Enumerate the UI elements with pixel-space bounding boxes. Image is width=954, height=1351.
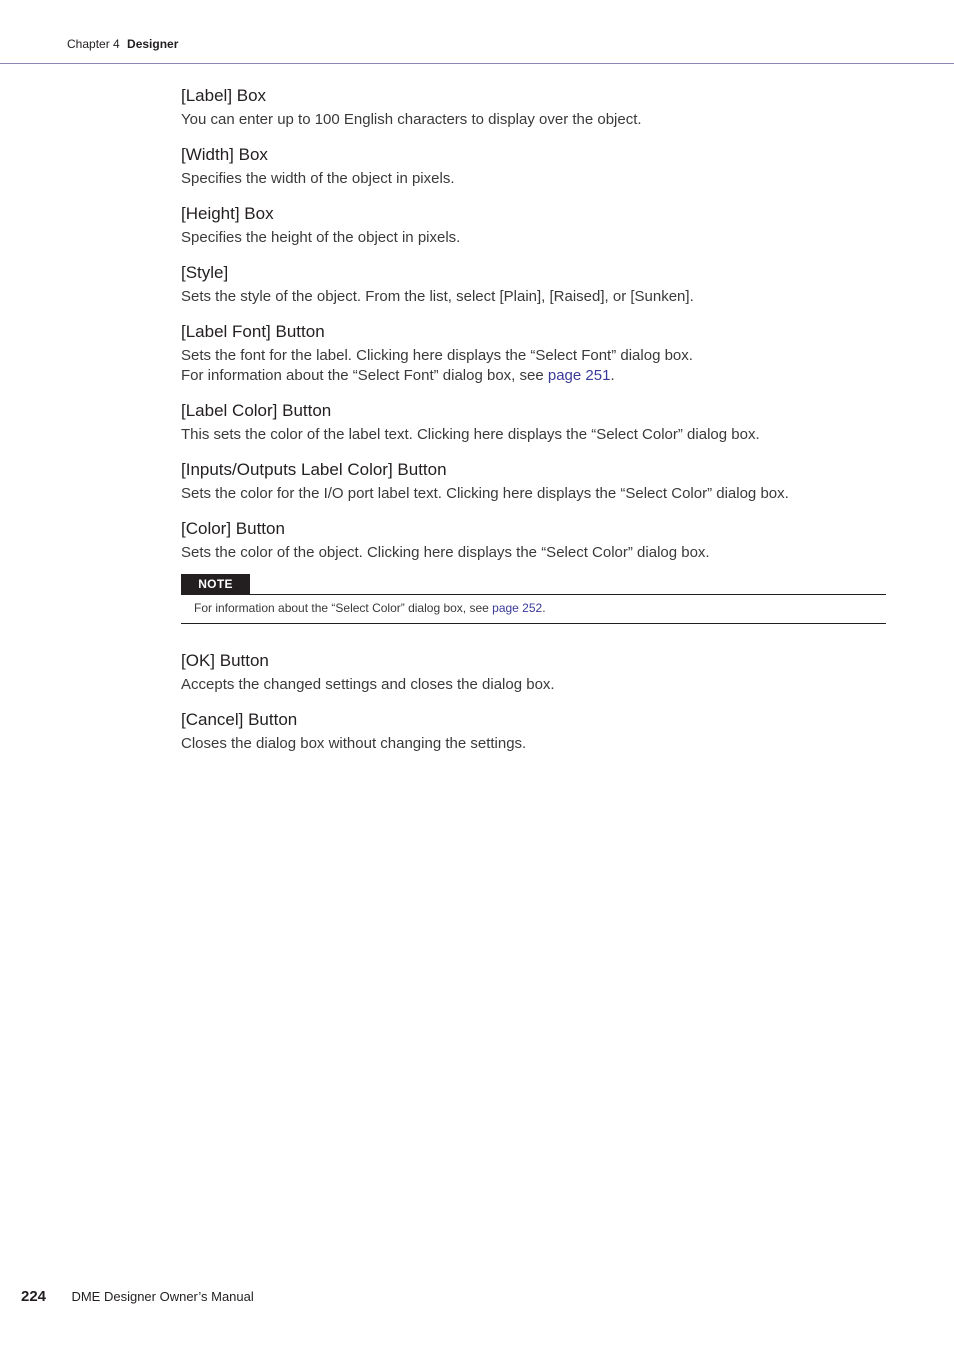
section-line: Accepts the changed settings and closes the dialog box. [181,676,555,693]
page-footer [21,1288,254,1306]
section-text [181,287,886,307]
main-content [181,85,886,768]
note-text-prefix: For information about the “Select Color” dialog box, see [194,601,493,615]
section-line: Sets the font for the label. Clicking here displays the “Select Font” dialog box. [181,347,693,364]
page-252-link[interactable]: page 252 [492,601,543,615]
section-title: [Cancel] Button [181,710,298,729]
section-text [181,425,886,445]
manual-title: DME Designer Owner’s Manual [71,1289,254,1304]
section-text [181,110,886,130]
section-text [181,169,886,189]
section-cancel-button [181,709,886,754]
section-title: [Width] Box [181,145,268,164]
header-divider [0,63,954,64]
running-header [67,37,178,51]
section-line: Sets the style of the object. From the list, select [Plain], [Raised], or [Sunken]. [181,288,694,305]
reference-suffix: . [610,367,615,384]
note-box [181,574,886,624]
section-io-label-color-button [181,459,886,504]
section-title: [Inputs/Outputs Label Color] Button [181,460,447,479]
section-label-box [181,85,886,130]
section-title: [Style] [181,263,229,282]
page-number: 224 [21,1288,47,1305]
section-label-color-button [181,400,886,445]
section-line: You can enter up to 100 English characters to display over the object. [181,111,642,128]
note-text-suffix: . [542,601,546,615]
reference-text: For information about the “Select Font” dialog box, see [181,367,548,384]
section-height-box [181,203,886,248]
section-width-box [181,144,886,189]
section-label-font-button [181,321,886,386]
section-title: [Color] Button [181,519,285,538]
section-line: Sets the color of the object. Clicking here displays the “Select Color” dialog box. [181,544,710,561]
section-title: [Label Color] Button [181,401,332,420]
section-style [181,262,886,307]
section-text [181,484,886,504]
section-title: [OK] Button [181,651,269,670]
section-line: Specifies the height of the object in pixels. [181,229,461,246]
note-text [181,594,886,624]
chapter-title: Designer [127,37,179,51]
section-title: [Label] Box [181,86,267,105]
section-text [181,543,886,563]
chapter-number: Chapter 4 [67,37,120,51]
section-line: Sets the color for the I/O port label text. Clicking here displays the “Select Color” dialog box. [181,485,789,502]
section-color-button [181,518,886,563]
note-badge: NOTE [181,574,250,594]
section-title: [Label Font] Button [181,322,325,341]
page-251-link[interactable]: page 251 [547,367,611,384]
section-text [181,346,886,386]
section-line: Specifies the width of the object in pixels. [181,170,455,187]
section-text [181,734,886,754]
section-text [181,228,886,248]
section-text [181,675,886,695]
section-title: [Height] Box [181,204,274,223]
section-reference-line [181,366,886,386]
section-line: Closes the dialog box without changing the settings. [181,735,527,752]
section-line: This sets the color of the label text. Clicking here displays the “Select Color” dialog box. [181,426,760,443]
section-ok-button [181,650,886,695]
